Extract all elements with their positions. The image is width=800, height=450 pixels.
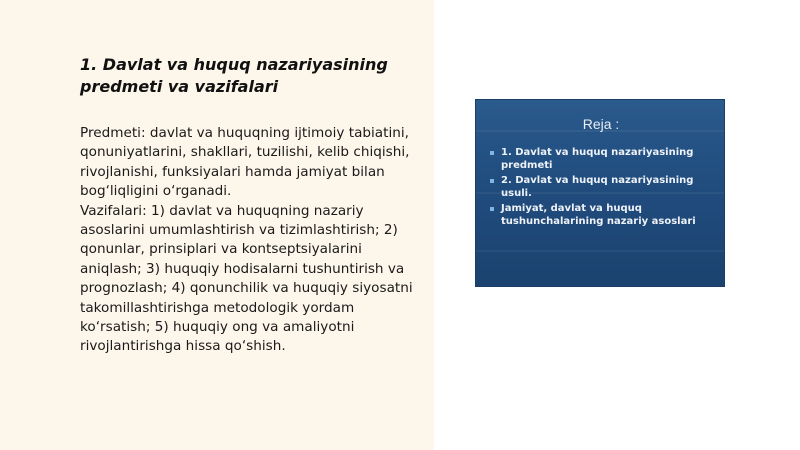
plan-item: [490, 175, 710, 200]
slide-body: [80, 124, 425, 357]
slide-title: 1. Davlat va huquq nazariyasining predmeti va vazifalari: [80, 55, 388, 96]
plan-item: [490, 203, 710, 228]
square-bullet-icon: [490, 207, 494, 211]
plan-slide-thumbnail: [475, 99, 725, 287]
thumbnail-plan-list: [490, 147, 710, 231]
square-bullet-icon: [490, 179, 494, 183]
body-paragraph-vazifalari: Vazifalari: 1) davlat va huquqning nazariy asoslarini umumlashtirish va tizimlashtirish; 2) qonunlar, prinsiplari va kontseptsiyalarini aniqlash; 3) huquqiy hodisalarni tushuntirish va prognozlash; 4) qonunchilik va huquqiy siyosatni takomillashtirishga metodologik yordam ko‘rsatish; 5) huquqiy ong va amaliyotni rivojlantirishga hissa qo‘shish.: [80, 202, 413, 355]
plan-item-text: 1. Davlat va huquq nazariyasining predmeti: [501, 147, 694, 171]
plan-item-text: 2. Davlat va huquq nazariyasining usuli.: [501, 175, 694, 199]
body-paragraph-predmeti: Predmeti: davlat va huquqning ijtimoiy tabiatini, qonuniyatlarini, shakllari, tuzilishi, kelib chiqishi, rivojlanishi, funksiyalari hamda jamiyat bilan bog‘liqligini o‘rganadi.: [80, 125, 410, 200]
plan-item: [490, 147, 710, 172]
plan-item-text: Jamiyat, davlat va huquq tushunchalarining nazariy asoslari: [501, 203, 696, 227]
thumbnail-title: Reja :: [582, 116, 620, 132]
thumbnail-light-streak: [476, 250, 725, 252]
square-bullet-icon: [490, 151, 494, 155]
